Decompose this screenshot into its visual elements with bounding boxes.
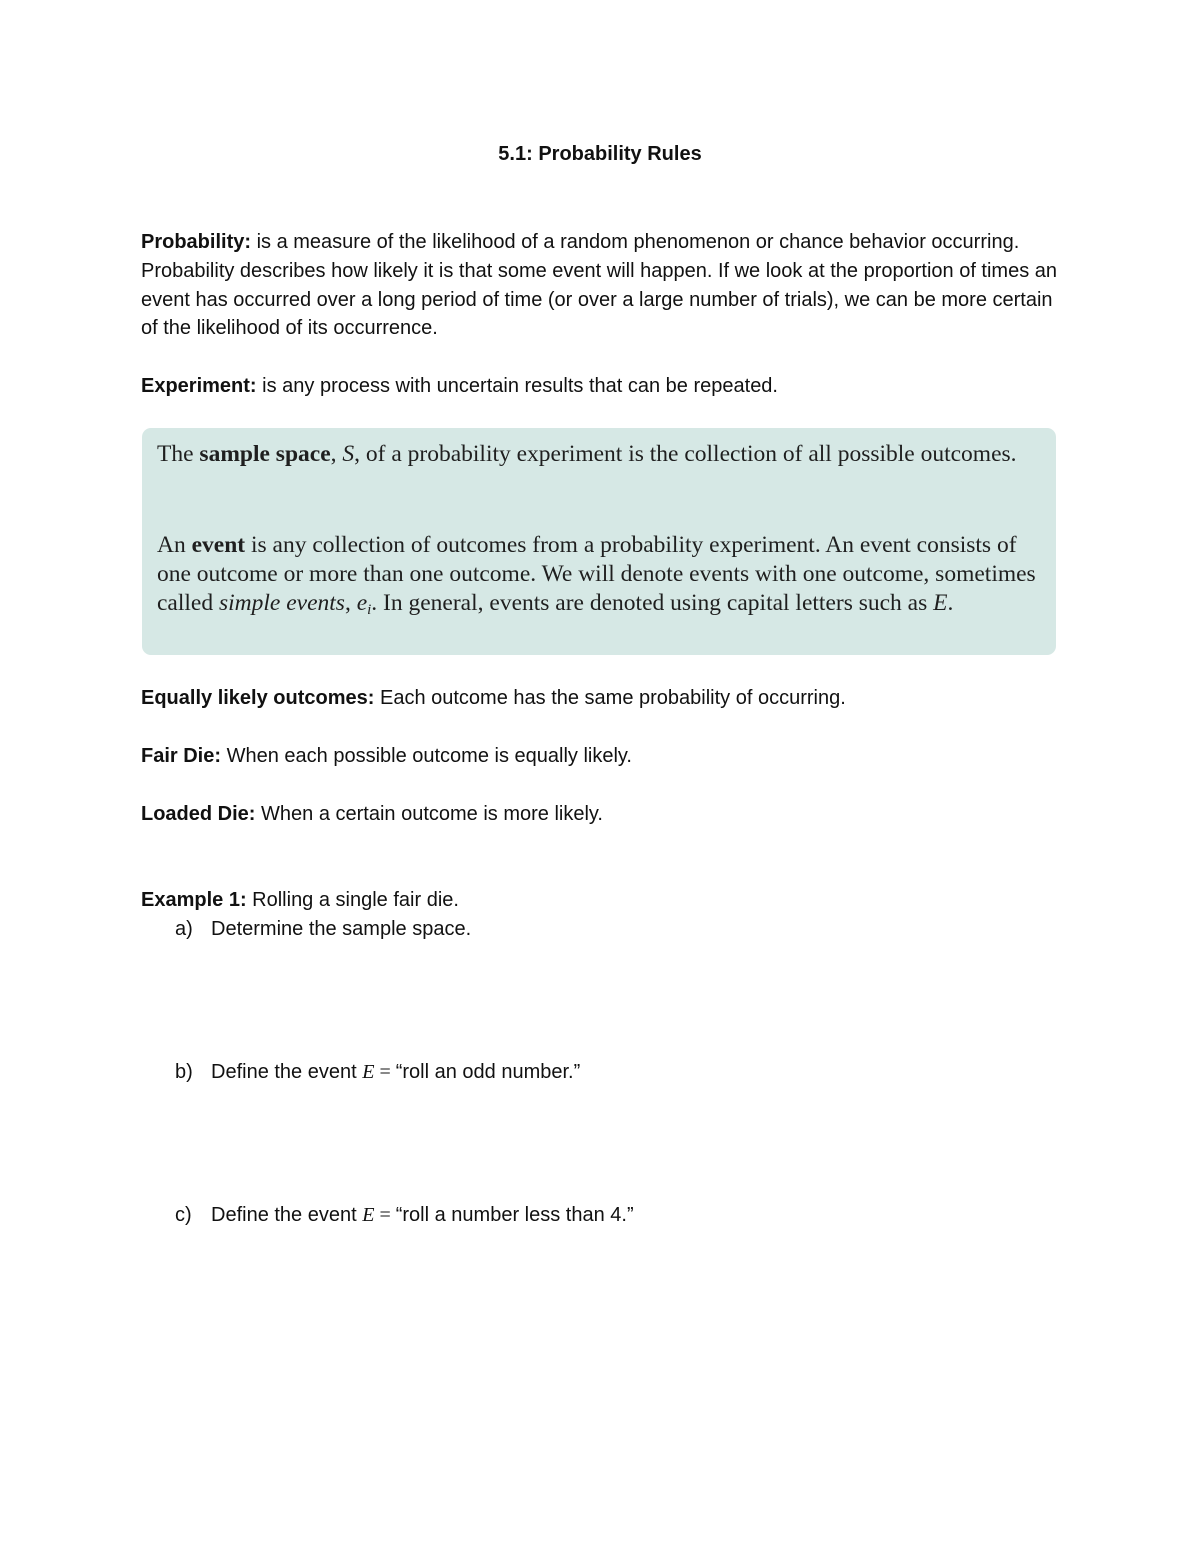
equally-likely-text: Each outcome has the same probability of occurring.	[374, 687, 846, 709]
example-1-heading	[141, 886, 1071, 915]
probability-definition	[141, 228, 1071, 343]
sample-space-term: sample space	[199, 441, 331, 467]
experiment-definition	[141, 372, 1071, 401]
event-symbol: E	[362, 1204, 375, 1226]
probability-text: is a measure of the likelihood of a random phenomenon or chance behavior occurring. Probability describes how likely it is that some event will happen. If we look at the proportion of times an event has occurred over a long period of time (or over a large number of trials), we can be more certain of the likelihood of its occurrence.	[141, 231, 1058, 340]
example-item-b	[175, 1058, 580, 1086]
event-pre: An	[157, 532, 192, 558]
event-symbol: E	[933, 590, 948, 616]
event-definition	[157, 531, 1047, 618]
probability-term: Probability:	[141, 231, 252, 253]
item-letter: b)	[175, 1061, 193, 1083]
event-end: .	[947, 590, 954, 616]
event-text-2: . In general, events are denoted using capital letters such as	[371, 590, 934, 616]
example-1-term: Example 1:	[141, 889, 247, 911]
equally-likely-definition	[141, 684, 1071, 713]
loaded-die-text: When a certain outcome is more likely.	[255, 803, 603, 825]
item-pre: Define the event	[211, 1204, 363, 1226]
sample-space-sep: ,	[330, 441, 343, 467]
fair-die-term: Fair Die:	[141, 745, 222, 767]
simple-event-subscript: i	[367, 602, 372, 618]
event-symbol: E	[362, 1061, 375, 1083]
event-text-1: is any collection of outcomes from a probability experiment. An event consists of one outcome or more than one outcome. We will denote events with one outcome, sometimes called	[157, 532, 1036, 616]
example-item-a	[175, 915, 471, 943]
fair-die-text: When each possible outcome is equally likely.	[221, 745, 632, 767]
page-title: 5.1: Probability Rules	[498, 143, 702, 165]
sample-space-definition	[157, 440, 1047, 469]
equals-sign: =	[374, 1204, 396, 1226]
item-letter: a)	[175, 918, 193, 940]
item-pre: Define the event	[211, 1061, 363, 1083]
experiment-text: is any process with uncertain results that can be repeated.	[256, 375, 778, 397]
sample-space-symbol: S	[342, 441, 355, 467]
event-term: event	[191, 532, 246, 558]
item-post: “roll a number less than 4.”	[395, 1204, 634, 1226]
definition-callout-box	[142, 428, 1056, 655]
simple-events-term: simple events	[218, 590, 345, 616]
example-item-c	[175, 1201, 634, 1229]
example-1-text: Rolling a single fair die.	[246, 889, 459, 911]
equals-sign: =	[374, 1061, 396, 1083]
fair-die-definition	[141, 742, 1071, 771]
loaded-die-term: Loaded Die:	[141, 803, 256, 825]
equally-likely-term: Equally likely outcomes:	[141, 687, 375, 709]
experiment-term: Experiment:	[141, 375, 257, 397]
item-letter: c)	[175, 1204, 192, 1226]
simple-event-symbol: e	[356, 590, 368, 616]
item-post: “roll an odd number.”	[395, 1061, 581, 1083]
sample-space-pre: The	[157, 441, 200, 467]
event-comma: ,	[344, 590, 357, 616]
item-text: Determine the sample space.	[211, 918, 472, 940]
sample-space-post: , of a probability experiment is the collection of all possible outcomes.	[354, 441, 1017, 467]
loaded-die-definition	[141, 800, 1071, 829]
